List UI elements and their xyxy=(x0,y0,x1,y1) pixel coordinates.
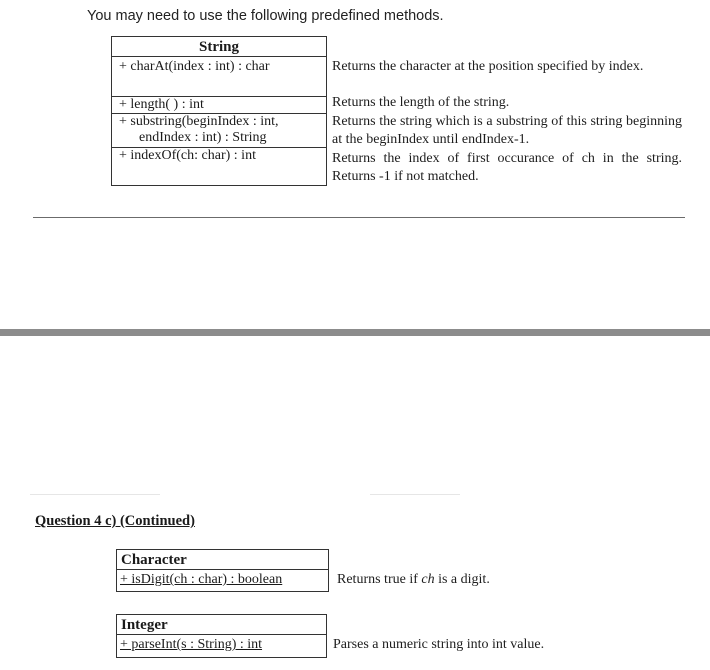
method-indexof xyxy=(112,148,326,164)
indexof-description: Returns the index of first occurance of ch in the string. Returns -1 if not matched. xyxy=(332,151,682,184)
method-substring-signature-line1: + substring(beginIndex : int, xyxy=(119,114,279,129)
scan-artifact xyxy=(30,494,160,495)
section-divider-line xyxy=(33,217,685,218)
method-length-signature: + length( ) : int xyxy=(119,97,204,112)
character-class-title: Character xyxy=(121,552,187,568)
integer-class-title: Integer xyxy=(121,617,168,633)
method-parseint: + parseInt(s : String) : int xyxy=(120,637,263,652)
method-length xyxy=(112,97,326,113)
method-indexof-signature: + indexOf(ch: char) : int xyxy=(119,148,256,163)
method-charat xyxy=(112,57,326,96)
isdigit-description xyxy=(337,571,490,589)
parseint-description: Parses a numeric string into int value. xyxy=(333,637,545,652)
isdigit-description-var: ch xyxy=(421,572,435,587)
intro-text: You may need to use the following predefined methods. xyxy=(87,8,444,24)
length-description: Returns the length of the string. xyxy=(332,95,510,110)
integer-class-box xyxy=(116,614,327,658)
method-isdigit: + isDigit(ch : char) : boolean xyxy=(120,572,283,587)
method-substring-signature-line2: endIndex : int) : String xyxy=(139,130,267,145)
string-class-box xyxy=(111,36,327,186)
charat-description: Returns the character at the position specified by index. xyxy=(332,59,644,74)
method-substring xyxy=(112,114,326,147)
character-class-box xyxy=(116,549,329,592)
scan-artifact xyxy=(370,494,460,495)
question-heading: Question 4 c) (Continued) xyxy=(35,513,195,529)
isdigit-description-prefix: Returns true if xyxy=(337,572,422,587)
page-break-bar xyxy=(0,329,710,336)
method-charat-signature: + charAt(index : int) : char xyxy=(119,59,270,74)
string-class-title: String xyxy=(198,39,239,55)
isdigit-description-suffix: is a digit. xyxy=(434,572,490,587)
substring-description: Returns the string which is a substring of this string beginning at the beginIndex until endIndex-1. xyxy=(332,114,682,147)
